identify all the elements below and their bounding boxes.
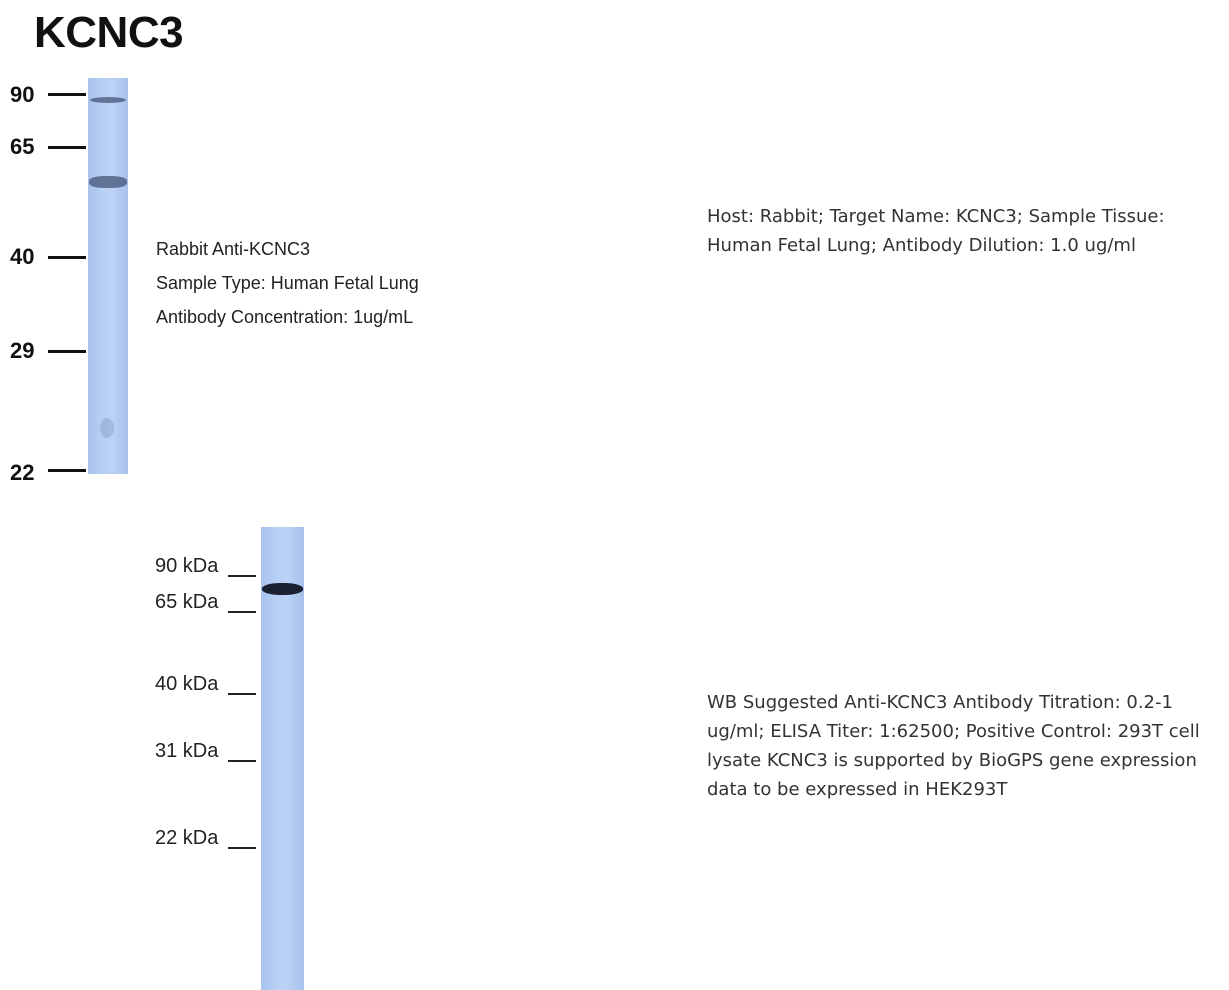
caption-line: Antibody Concentration: 1ug/mL (156, 307, 414, 327)
marker-label-65-kda: 65 kDa (155, 591, 219, 613)
marker-tick (228, 760, 256, 762)
caption-line: Sample Type: Human Fetal Lung (156, 273, 419, 293)
marker-label-29: 29 (10, 338, 35, 363)
marker-tick (48, 469, 86, 472)
marker-label-22-kda: 22 kDa (155, 827, 219, 849)
lane-speckle (100, 418, 114, 438)
marker-label-40-kda: 40 kDa (155, 673, 219, 695)
description-text: WB Suggested Anti-KCNC3 Antibody Titration: 0.2-1 ug/ml; ELISA Titer: 1:62500; Positive Control: 293T cell lysate KCNC3 is supported by BioGPS gene expression data to be expressed in HEK293T (707, 692, 1200, 800)
marker-label-65: 65 (10, 134, 35, 159)
marker-tick (48, 256, 86, 259)
marker-tick (228, 575, 256, 577)
protein-band (90, 97, 126, 103)
marker-label-31-kda: 31 kDa (155, 740, 219, 762)
blot-title: KCNC3 (34, 8, 184, 57)
marker-tick (228, 847, 256, 849)
blot-lane (88, 78, 128, 474)
protein-band (89, 176, 127, 188)
marker-tick (48, 93, 86, 96)
marker-tick (48, 350, 86, 353)
marker-label-90-kda: 90 kDa (155, 555, 219, 577)
blot-caption (156, 232, 419, 334)
caption-line: Rabbit Anti-KCNC3 (156, 239, 311, 259)
marker-tick (48, 146, 86, 149)
marker-label-40: 40 (10, 244, 35, 269)
marker-tick (228, 693, 256, 695)
description-text: Host: Rabbit; Target Name: KCNC3; Sample Tissue: Human Fetal Lung; Antibody Dilution: 1.0 ug/ml (707, 206, 1165, 256)
protein-band (262, 583, 303, 595)
marker-label-22: 22 (10, 460, 35, 485)
blot-lane (261, 527, 304, 990)
marker-label-90: 90 (10, 82, 35, 107)
marker-tick (228, 611, 256, 613)
